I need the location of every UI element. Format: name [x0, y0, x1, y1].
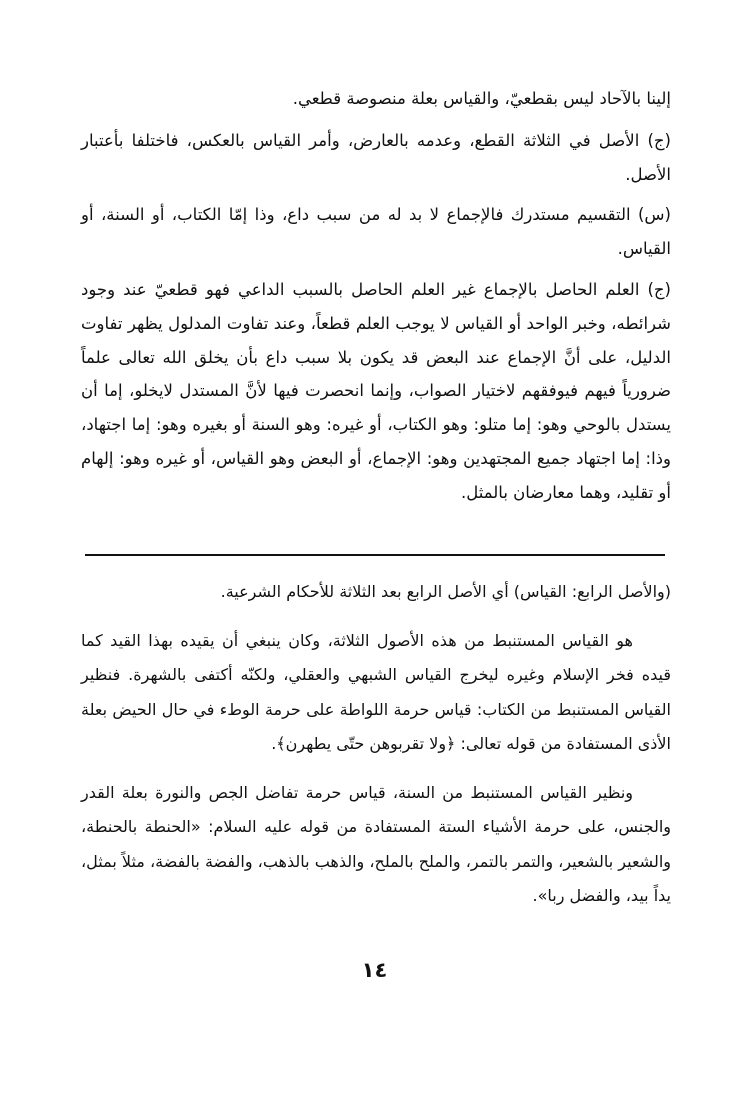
- upper-paragraph: (ج) العلم الحاصل بالإجماع غير العلم الحاصل بالسبب الداعي فهو قطعيّ عند وجود شرائطه، وخبر الواحد أو القياس لا يوجب العلم قطعاً، وعند تفاوت المدلول يظهر تفاوت الدليل، على أنَّ الإجماع عند البعض قد يكون بلا سبب داع بأن يخلق الله تعالى علماً ضرورياً فيهم فيوفقهم لاختيار الصواب، وإنما انحصرت فيها لأنَّ المستدل لايخلو، إما أن يستدل بالوحي وهو: إما متلو: وهو الكتاب، أو غيره: وهو السنة أو بغيره وهو: إما اجتهاد، وذا: إما اجتهاد جميع المجتهدين وهو: الإجماع، أو البعض وهو القياس، أو غيره وهو: إلهام أو تقليد، وهما معارضان بالمثل.: [81, 279, 671, 502]
- lower-paragraph-heading: (والأصل الرابع: القياس) أي الأصل الرابع بعد الثلاثة للأحكام الشرعية.: [220, 582, 671, 601]
- lower-paragraph: هو القياس المستنبط من هذه الأصول الثلاثة، وكان ينبغي أن يقيده بهذا القيد كما قيده فخر الإسلام وغيره ليخرج القياس الشبهي والعقلي، ولكنّه أكتفى بالشهرة. فنظير القياس المستنبط من الكتاب: قياس حرمة اللواطة على حرمة الوطء في حال الحيض بعلة الأذى المستفادة من قوله تعالى: ﴿ولا تقربوهن حتّى يطهرن﴾.: [81, 630, 671, 753]
- lower-paragraph: ونظير القياس المستنبط من السنة، قياس حرمة تفاضل الجص والنورة بعلة القدر والجنس، على حرمة الأشياء الستة المستفادة من قوله عليه السلام: «الحنطة بالحنطة، والشعير بالشعير، والتمر بالتمر، والملح بالملح، والذهب بالذهب، والفضة بالفضة، مثلاً بمثل، يداً بيد، والفضل ربا».: [81, 782, 671, 905]
- upper-paragraph: إلينا بالآحاد ليس بقطعيّ، والقياس بعلة منصوصة قطعي.: [292, 89, 671, 108]
- section-divider: [85, 554, 665, 556]
- upper-paragraph: (س) التقسيم مستدرك فالإجماع لا بد له من سبب داع، وذا إمّا الكتاب، أو السنة، أو القياس.: [81, 205, 671, 259]
- lower-text-block: [81, 575, 671, 928]
- page-number: ١٤: [361, 958, 388, 982]
- upper-paragraph: (ج) الأصل في الثلاثة القطع، وعدمه بالعارض، وأمر القياس بالعكس، فاختلفا بأعتبار الأصل.: [81, 130, 671, 184]
- upper-text-block: [81, 82, 671, 517]
